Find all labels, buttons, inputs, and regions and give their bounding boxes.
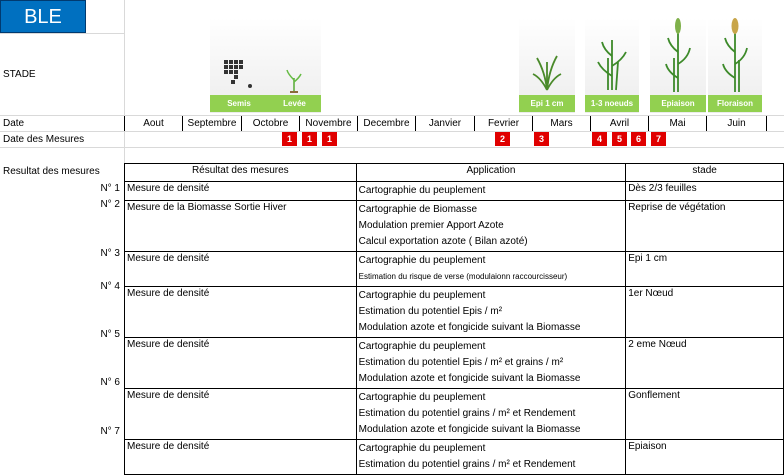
results-table — [124, 163, 784, 475]
app-line: Cartographie du peuplement — [358, 185, 486, 196]
cell-stade: Epiaison — [626, 440, 784, 475]
table-row — [125, 182, 784, 201]
measure-mark: 4 — [592, 132, 607, 146]
measure-mark: 5 — [612, 132, 627, 146]
cell-mesure: Mesure de densité — [125, 287, 357, 338]
row-number: N° 5 — [100, 329, 120, 340]
cell-application — [356, 440, 626, 475]
cell-application — [356, 252, 626, 287]
measure-mark: 7 — [651, 132, 666, 146]
sprout-icon — [284, 68, 304, 94]
row-number: N° 6 — [100, 377, 120, 388]
cell-stade: Gonflement — [626, 389, 784, 440]
stage-epi-1cm — [519, 18, 575, 113]
header-stade: stade — [626, 164, 784, 182]
flowering-icon — [721, 18, 749, 94]
measure-mark: 1 — [322, 132, 337, 146]
cell-mesure: Mesure de densité — [125, 440, 357, 475]
app-line: Cartographie du peuplement — [358, 392, 486, 403]
month-cell: Octobre — [242, 116, 300, 131]
app-line: Estimation du potentiel Epis / m² et grains / m² — [358, 357, 564, 368]
resultat-label: Resultat des mesures — [3, 166, 100, 177]
app-line: Cartographie du peuplement — [358, 341, 486, 352]
measure-mark: 1 — [302, 132, 317, 146]
stem-icon — [596, 36, 628, 92]
measure-mark: 6 — [631, 132, 646, 146]
row-number: N° 7 — [100, 426, 120, 437]
cell-application — [356, 201, 626, 252]
app-line: Cartographie du peuplement — [358, 290, 486, 301]
header-application: Application — [356, 164, 626, 182]
stage-noeuds — [585, 18, 639, 113]
table-header-row — [125, 164, 784, 182]
stage-label-semis: Semis — [210, 95, 268, 112]
cell-stade: Dès 2/3 feuilles — [626, 182, 784, 201]
stage-epiaison — [650, 18, 706, 113]
app-line: Modulation azote et fongicide suivant la Biomasse — [358, 424, 581, 435]
app-line: Cartographie de Biomasse — [358, 204, 478, 215]
heading-icon — [664, 18, 692, 94]
seed-icon — [222, 58, 256, 92]
row-number: N° 2 — [100, 199, 120, 210]
app-line: Modulation premier Apport Azote — [358, 220, 504, 231]
cell-stade: Epi 1 cm — [626, 252, 784, 287]
row-number: N° 4 — [100, 281, 120, 292]
table-row — [125, 201, 784, 252]
month-cell: Novembre — [300, 116, 358, 131]
app-line: Estimation du potentiel Epis / m² — [358, 306, 503, 317]
stage-label-noeuds: 1-3 noeuds — [585, 95, 639, 112]
month-cell: Fevrier — [475, 116, 533, 131]
measure-mark: 2 — [495, 132, 510, 146]
month-cell: Avril — [591, 116, 649, 131]
app-line: Estimation du potentiel grains / m² et Rendement — [358, 408, 576, 419]
app-line: Calcul exportation azote ( Bilan azoté) — [358, 236, 528, 247]
date-label: Date — [3, 118, 25, 129]
month-cell: Mai — [649, 116, 707, 131]
cell-application — [356, 287, 626, 338]
month-cell: Septembre — [183, 116, 242, 131]
cell-mesure: Mesure de densité — [125, 252, 357, 287]
month-row — [124, 116, 767, 131]
table-row — [125, 338, 784, 389]
cell-application — [356, 389, 626, 440]
app-line: Cartographie du peuplement — [358, 255, 486, 266]
table-row — [125, 440, 784, 475]
row-number: N° 3 — [100, 248, 120, 259]
month-cell: Janvier — [416, 116, 475, 131]
grid-line — [124, 0, 125, 163]
app-line: Estimation du risque de verse (modulaionn raccourcisseur) — [358, 272, 568, 281]
table-row — [125, 252, 784, 287]
month-cell: Decembre — [358, 116, 416, 131]
cell-application — [356, 182, 626, 201]
cell-mesure: Mesure de densité — [125, 338, 357, 389]
measure-mark: 1 — [282, 132, 297, 146]
grid-line — [0, 147, 784, 148]
tillering-icon — [531, 52, 563, 92]
stage-label-floraison: Floraison — [708, 95, 762, 112]
cell-application — [356, 338, 626, 389]
grid-line — [0, 131, 784, 132]
cell-stade: 1er Nœud — [626, 287, 784, 338]
stage-label-levee: Levée — [268, 95, 321, 112]
cell-mesure: Mesure de densité — [125, 182, 357, 201]
stade-label: STADE — [3, 69, 36, 80]
header-mesure: Résultat des mesures — [125, 164, 357, 182]
month-cell: Mars — [533, 116, 591, 131]
date-mesures-label: Date des Mesures — [3, 134, 85, 145]
measure-mark: 3 — [534, 132, 549, 146]
app-line: Cartographie du peuplement — [358, 443, 486, 454]
app-line: Modulation azote et fongicide suivant la Biomasse — [358, 322, 581, 333]
cell-mesure: Mesure de densité — [125, 389, 357, 440]
stage-label-epiaison: Epiaison — [650, 95, 706, 112]
stage-label-epi: Epi 1 cm — [519, 95, 575, 112]
app-line: Estimation du potentiel grains / m² et Rendement — [358, 459, 576, 470]
month-cell: Juin — [707, 116, 767, 131]
stage-levee — [268, 18, 321, 113]
crop-title: BLE — [0, 0, 86, 33]
row-number: N° 1 — [100, 183, 120, 194]
app-line: Modulation azote et fongicide suivant la Biomasse — [358, 373, 581, 384]
stage-semis — [210, 18, 268, 113]
grid-line — [0, 33, 124, 34]
cell-mesure: Mesure de la Biomasse Sortie Hiver — [125, 201, 357, 252]
cell-stade: Reprise de végétation — [626, 201, 784, 252]
table-row — [125, 389, 784, 440]
month-cell: Aout — [125, 116, 183, 131]
cell-stade: 2 eme Nœud — [626, 338, 784, 389]
table-row — [125, 287, 784, 338]
stage-floraison — [708, 18, 762, 113]
